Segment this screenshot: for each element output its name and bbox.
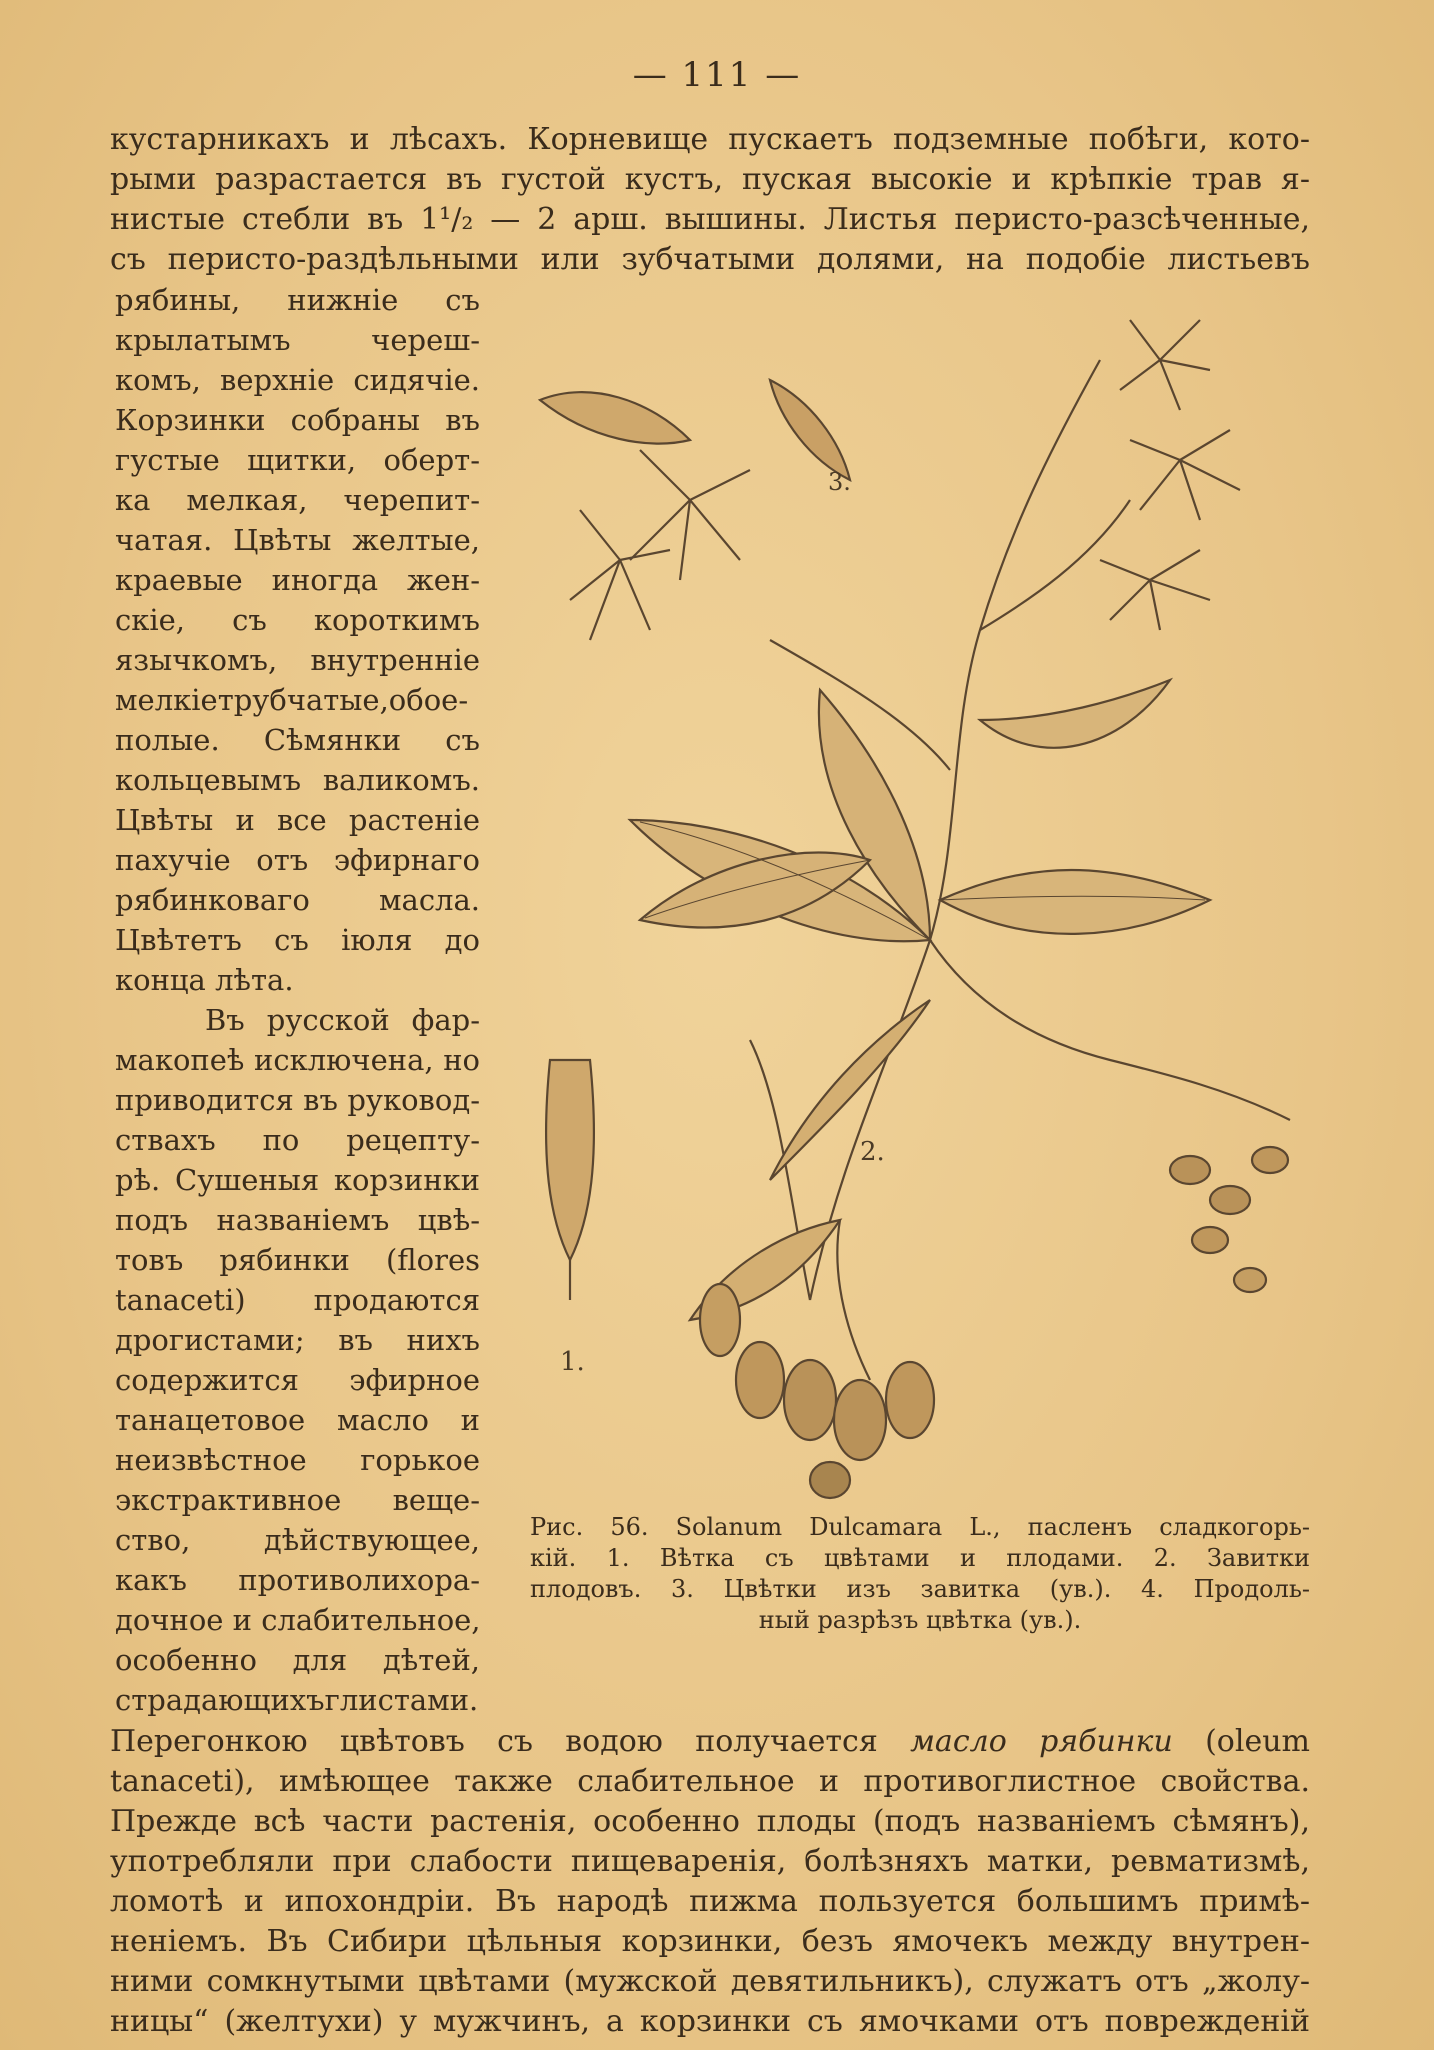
column-line: мелкіетрубчатые,обое- <box>115 683 469 717</box>
botanical-illustration <box>510 300 1330 1500</box>
figure-label-3: 3. <box>828 468 851 496</box>
caption-line: кій. 1. Вѣтка съ цвѣтами и плодами. 2. Завитки <box>530 1544 1310 1572</box>
column-line: полые. Сѣмянки съ <box>115 723 480 757</box>
column-line: ствахъ по рецепту- <box>115 1123 480 1157</box>
caption-line: плодовъ. 3. Цвѣтки изъ завитка (ув.). 4. Продоль- <box>530 1575 1310 1603</box>
column-line: дочное и слабительное, <box>115 1603 481 1637</box>
column-line: приводится въ руковод- <box>115 1083 480 1117</box>
column-line: Цвѣты и все растеніе <box>115 803 480 837</box>
column-line: макопеѣ исключена, но <box>115 1043 480 1077</box>
column-line: особенно для дѣтей, <box>115 1643 480 1677</box>
column-line: комъ, верхніе сидячіе. <box>115 363 480 397</box>
column-line: дрогистами; въ нихъ <box>115 1323 480 1357</box>
column-line: Въ русской фар- <box>205 1003 480 1037</box>
text-segment: (oleum <box>1172 1724 1310 1759</box>
column-line: неизвѣстное горькое <box>115 1443 480 1477</box>
text-line: рыми разрастается въ густой кустъ, пуская высокіе и крѣпкіе трав я- <box>110 162 1310 197</box>
text-line: нистые стебли въ 1¹/₂ — 2 арш. вышины. Листья перисто-разсѣченные, <box>110 202 1310 237</box>
column-line: густые щитки, оберт- <box>115 443 480 477</box>
column-line: экстрактивное веще- <box>115 1483 480 1517</box>
text-line: tanaceti), имѣющее также слабительное и противоглистное свойства. <box>110 1764 1310 1799</box>
italic-term: масло рябинки <box>910 1724 1173 1759</box>
column-line: пахучіе отъ эфирнаго <box>115 843 480 877</box>
column-line: какъ противолихора- <box>115 1563 480 1597</box>
text-line: ними сомкнутыми цвѣтами (мужской девятильникъ), служатъ отъ „жолу- <box>110 1964 1310 1999</box>
caption-line: Рис. 56. Solanum Dulcamara L., пасленъ сладкогорь- <box>530 1513 1310 1541</box>
column-line: крылатымъ череш- <box>115 323 480 357</box>
column-line: Цвѣтетъ съ іюля до <box>115 923 480 957</box>
column-line: товъ рябинки (flores <box>115 1243 480 1277</box>
column-line: Корзинки собраны въ <box>115 403 480 437</box>
column-line: рябины, нижніе съ <box>115 283 480 317</box>
column-line: скіе, съ короткимъ <box>115 603 480 637</box>
column-line: краевые иногда жен- <box>115 563 480 597</box>
column-line: ство, дѣйствующее, <box>115 1523 480 1557</box>
column-line: рябинковаго масла. <box>115 883 480 917</box>
caption-line: ный разрѣзъ цвѣтка (ув.). <box>758 1606 1082 1634</box>
text-line: Прежде всѣ части растенія, особенно плоды (подъ названіемъ сѣмянъ), <box>110 1804 1310 1839</box>
column-line: чатая. Цвѣты желтые, <box>115 523 480 557</box>
text-line: ломотѣ и ипохондріи. Въ народѣ пижма пользуется большимъ примѣ- <box>110 1884 1310 1919</box>
page-number: — 111 — <box>632 55 802 95</box>
column-line: конца лѣта. <box>115 963 294 997</box>
column-line: ка мелкая, черепит- <box>115 483 480 517</box>
column-line: tanaceti) продаются <box>115 1283 480 1317</box>
column-line: подъ названіемъ цвѣ- <box>115 1203 480 1237</box>
column-line: содержится эфирное <box>115 1363 480 1397</box>
text-line: ницы“ (желтухи) у мужчинъ, а корзинки съ ямочками отъ поврежденій <box>110 2004 1310 2039</box>
text-line: неніемъ. Въ Сибири цѣльныя корзинки, безъ ямочекъ между внутрен- <box>110 1924 1310 1959</box>
text-line: кустарникахъ и лѣсахъ. Корневище пускаетъ подземные побѣги, кото- <box>110 122 1310 157</box>
column-line: рѣ. Сушеныя корзинки <box>115 1163 480 1197</box>
text-line <box>110 1724 1310 1760</box>
column-line: страдающихъглистами. <box>115 1683 479 1717</box>
column-line: танацетовое масло и <box>115 1403 480 1437</box>
figure-label-2: 2. <box>860 1137 885 1167</box>
text-line: употребляли при слабости пищеваренія, болѣзняхъ матки, ревматизмѣ, <box>110 1844 1310 1879</box>
column-line: кольцевымъ валикомъ. <box>115 763 480 797</box>
figure-label-1: 1. <box>560 1347 585 1377</box>
figure-caption <box>530 1512 1310 1636</box>
column-line: язычкомъ, внутренніе <box>115 643 480 677</box>
text-line: съ перисто-раздѣльными или зубчатыми долями, на подобіе листьевъ <box>110 242 1310 277</box>
text-segment: Перегонкою цвѣтовъ съ водою получается <box>110 1724 911 1759</box>
